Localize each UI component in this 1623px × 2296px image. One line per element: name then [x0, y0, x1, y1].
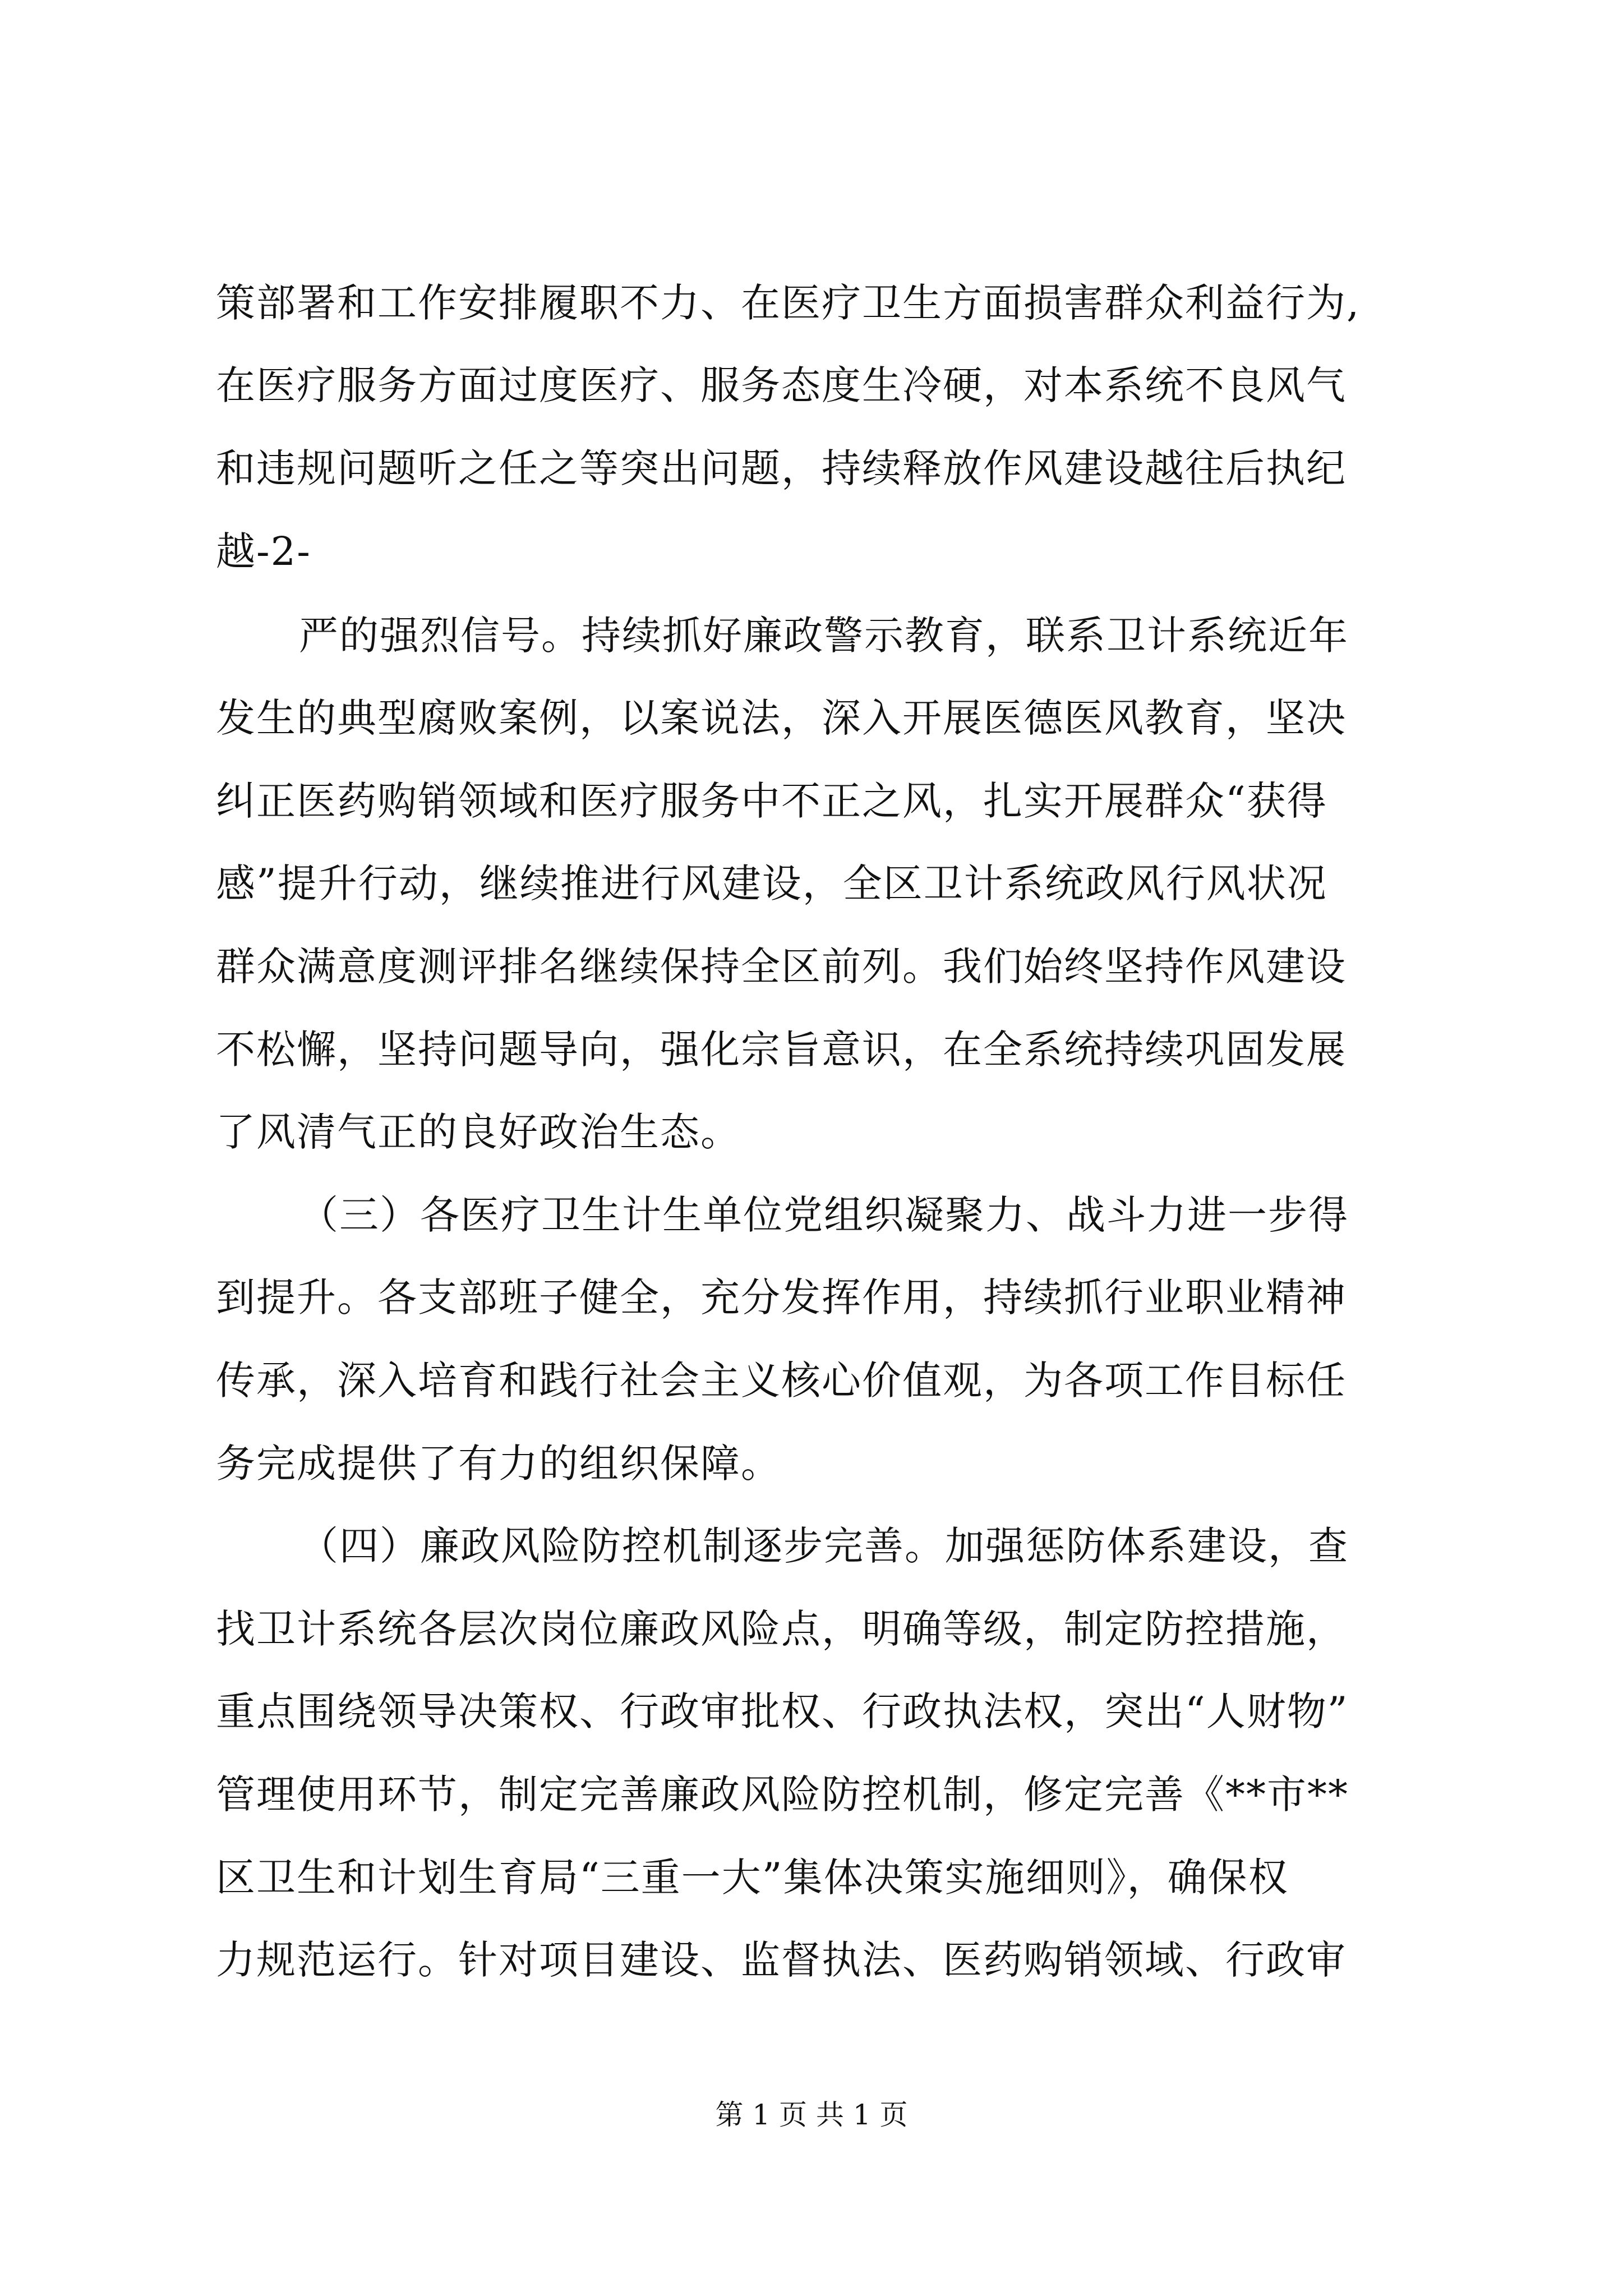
text-line: 纠正医药购销领域和医疗服务中不正之风，扎实开展群众“获得 — [216, 778, 1327, 824]
text-line: 管理使用环节，制定完善廉政风险防控机制，修定完善《**市** — [216, 1772, 1349, 1818]
text-line: 发生的典型腐败案例，以案说法，深入开展医德医风教育，坚决 — [216, 695, 1347, 741]
text-line: 了风清气正的良好政治生态。 — [216, 1109, 741, 1155]
text-line: 不松懈，坚持问题导向，强化宗旨意识，在全系统持续巩固发展 — [216, 1027, 1347, 1073]
page-number-footer: 第 1 页 共 1 页 — [715, 2099, 908, 2131]
text-line: 感”提升行动，继续推进行风建设，全区卫计系统政风行风状况 — [216, 861, 1327, 907]
text-line: 和违规问题听之任之等突出问题，持续释放作风建设越往后执纪 — [216, 445, 1347, 491]
text-line: 区卫生和计划生育局“三重一大”集体决策实施细则》，确保权 — [216, 1855, 1289, 1901]
text-line: 在医疗服务方面过度医疗、服务态度生冷硬，对本系统不良风气 — [216, 362, 1347, 408]
paragraph-start-line: 严的强烈信号。持续抓好廉政警示教育，联系卫计系统近年 — [299, 613, 1349, 659]
text-line: 群众满意度测评排名继续保持全区前列。我们始终坚持作风建设 — [216, 944, 1347, 990]
text-line: 力规范运行。针对项目建设、监督执法、医药购销领域、行政审 — [216, 1937, 1347, 1983]
text-line: 重点围绕领导决策权、行政审批权、行政执法权，突出“人财物” — [216, 1688, 1349, 1734]
text-line: 传承，深入培育和践行社会主义核心价值观，为各项工作目标任 — [216, 1358, 1347, 1404]
text-line: 策部署和工作安排履职不力、在医疗卫生方面损害群众利益行为, — [216, 280, 1361, 326]
section-heading-line: （四）廉政风险防控机制逐步完善。加强惩防体系建设，查 — [299, 1523, 1349, 1569]
text-line: 到提升。各支部班子健全，充分发挥作用，持续抓行业职业精神 — [216, 1274, 1347, 1320]
text-line: 找卫计系统各层次岗位廉政风险点，明确等级，制定防控措施， — [216, 1606, 1347, 1652]
text-line: 越-2- — [216, 528, 311, 574]
section-heading-line: （三）各医疗卫生计生单位党组织凝聚力、战斗力进一步得 — [299, 1192, 1349, 1238]
text-line: 务完成提供了有力的组织保障。 — [216, 1441, 781, 1487]
